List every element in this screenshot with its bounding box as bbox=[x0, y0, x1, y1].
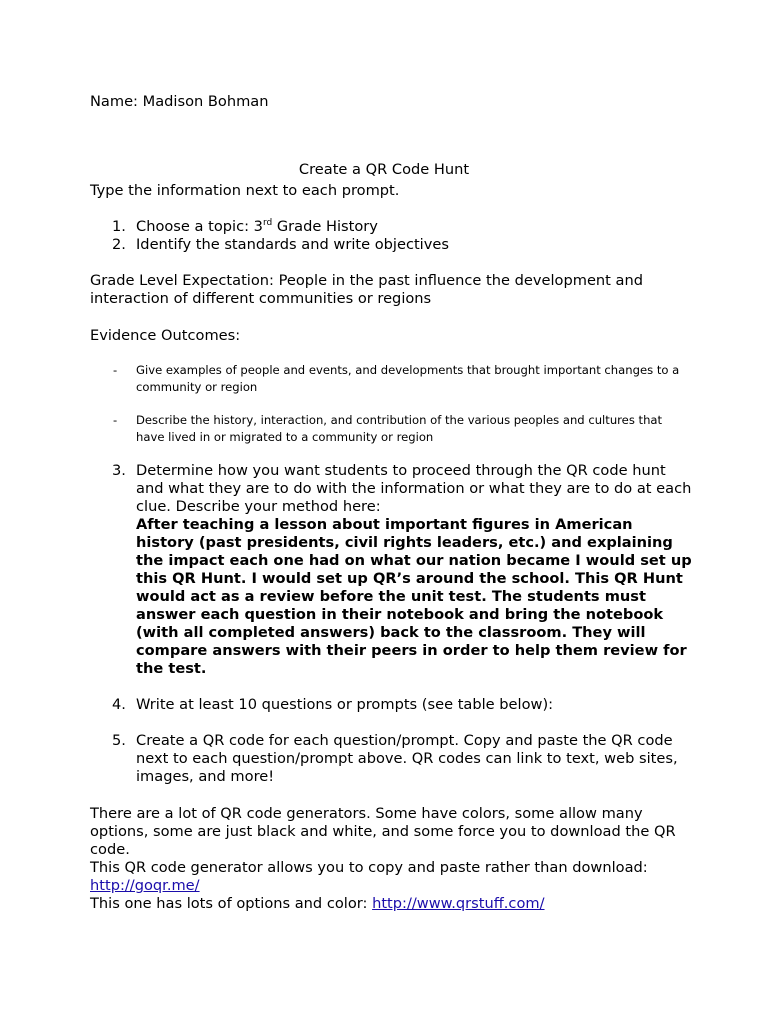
qrstuff-link[interactable]: http://www.qrstuff.com/ bbox=[372, 895, 545, 912]
step-number: 3. bbox=[112, 462, 126, 479]
step-number: 4. bbox=[112, 696, 126, 713]
evidence-heading: Evidence Outcomes: bbox=[90, 327, 241, 344]
step-5: 5. Create a QR code for each question/prompt. Copy and paste the QR code next to each question/prompt above. QR codes can link to text, web sites, images, and more! bbox=[112, 732, 678, 785]
steps-list-4 bbox=[112, 732, 692, 786]
grade-level-expectation: Grade Level Expectation: People in the past influence the development and interaction of different communities or regions bbox=[90, 272, 643, 307]
evidence-item: - Give examples of people and events, and developments that brought important changes to a community or region bbox=[113, 363, 680, 394]
steps-list-1 bbox=[112, 218, 692, 254]
options-line: This one has lots of options and color: http://www.qrstuff.com/ bbox=[90, 895, 545, 912]
steps-list-2 bbox=[112, 462, 692, 678]
evidence-item: - Describe the history, interaction, and contribution of the various peoples and cultures that have lived in or migrated to a community or region bbox=[113, 413, 663, 444]
step-number: 5. bbox=[112, 732, 126, 749]
step-2: 2. Identify the standards and write objectives bbox=[112, 236, 449, 253]
evidence-list bbox=[113, 362, 693, 445]
step-1: 1. Choose a topic: 3rd Grade History bbox=[112, 218, 378, 235]
step-number: 2. bbox=[112, 236, 126, 253]
goqr-link[interactable]: http://goqr.me/ bbox=[90, 877, 200, 894]
steps-list-3 bbox=[112, 696, 692, 714]
generators-paragraph: There are a lot of QR code generators. Some have colors, some allow many options, some are just black and white, and some force you to download the QR code. bbox=[90, 805, 676, 858]
intro-text: Type the information next to each prompt. bbox=[90, 182, 400, 199]
step-3: 3. Determine how you want students to proceed through the QR code hunt and what they are to do with the information or what they are to do at each clue. Describe your method here: After teaching a lesson about important figures in American history (past presidents, civil rights leaders, etc.) and explaining the impact each one had on what our nation became I would set up this QR Hunt. I would set up QR’s around the school. This QR Hunt would act as a review before the unit test. The students must answer each question in their notebook and bring the notebook (with all completed answers) back to the classroom. They will compare answers with their peers in order to help them review for the test. bbox=[112, 462, 692, 677]
document-title: Create a QR Code Hunt bbox=[298, 160, 470, 178]
step-number: 1. bbox=[112, 218, 126, 235]
method-description: After teaching a lesson about important figures in American history (past presidents, civil rights leaders, etc.) and explaining the impact each one had on what our nation became I would set up this QR Hunt. I would set up QR’s around the school. This QR Hunt would act as a review before the unit test. The students must answer each question in their notebook and bring the notebook (with all completed answers) back to the classroom. They will compare answers with their peers in order to help them review for the test. bbox=[136, 516, 692, 677]
name-line: Name: Madison Bohman bbox=[90, 93, 269, 110]
step-4: 4. Write at least 10 questions or prompts (see table below): bbox=[112, 696, 554, 713]
generators-section bbox=[90, 805, 685, 913]
copy-paste-line: This QR code generator allows you to copy and paste rather than download: bbox=[90, 859, 648, 876]
